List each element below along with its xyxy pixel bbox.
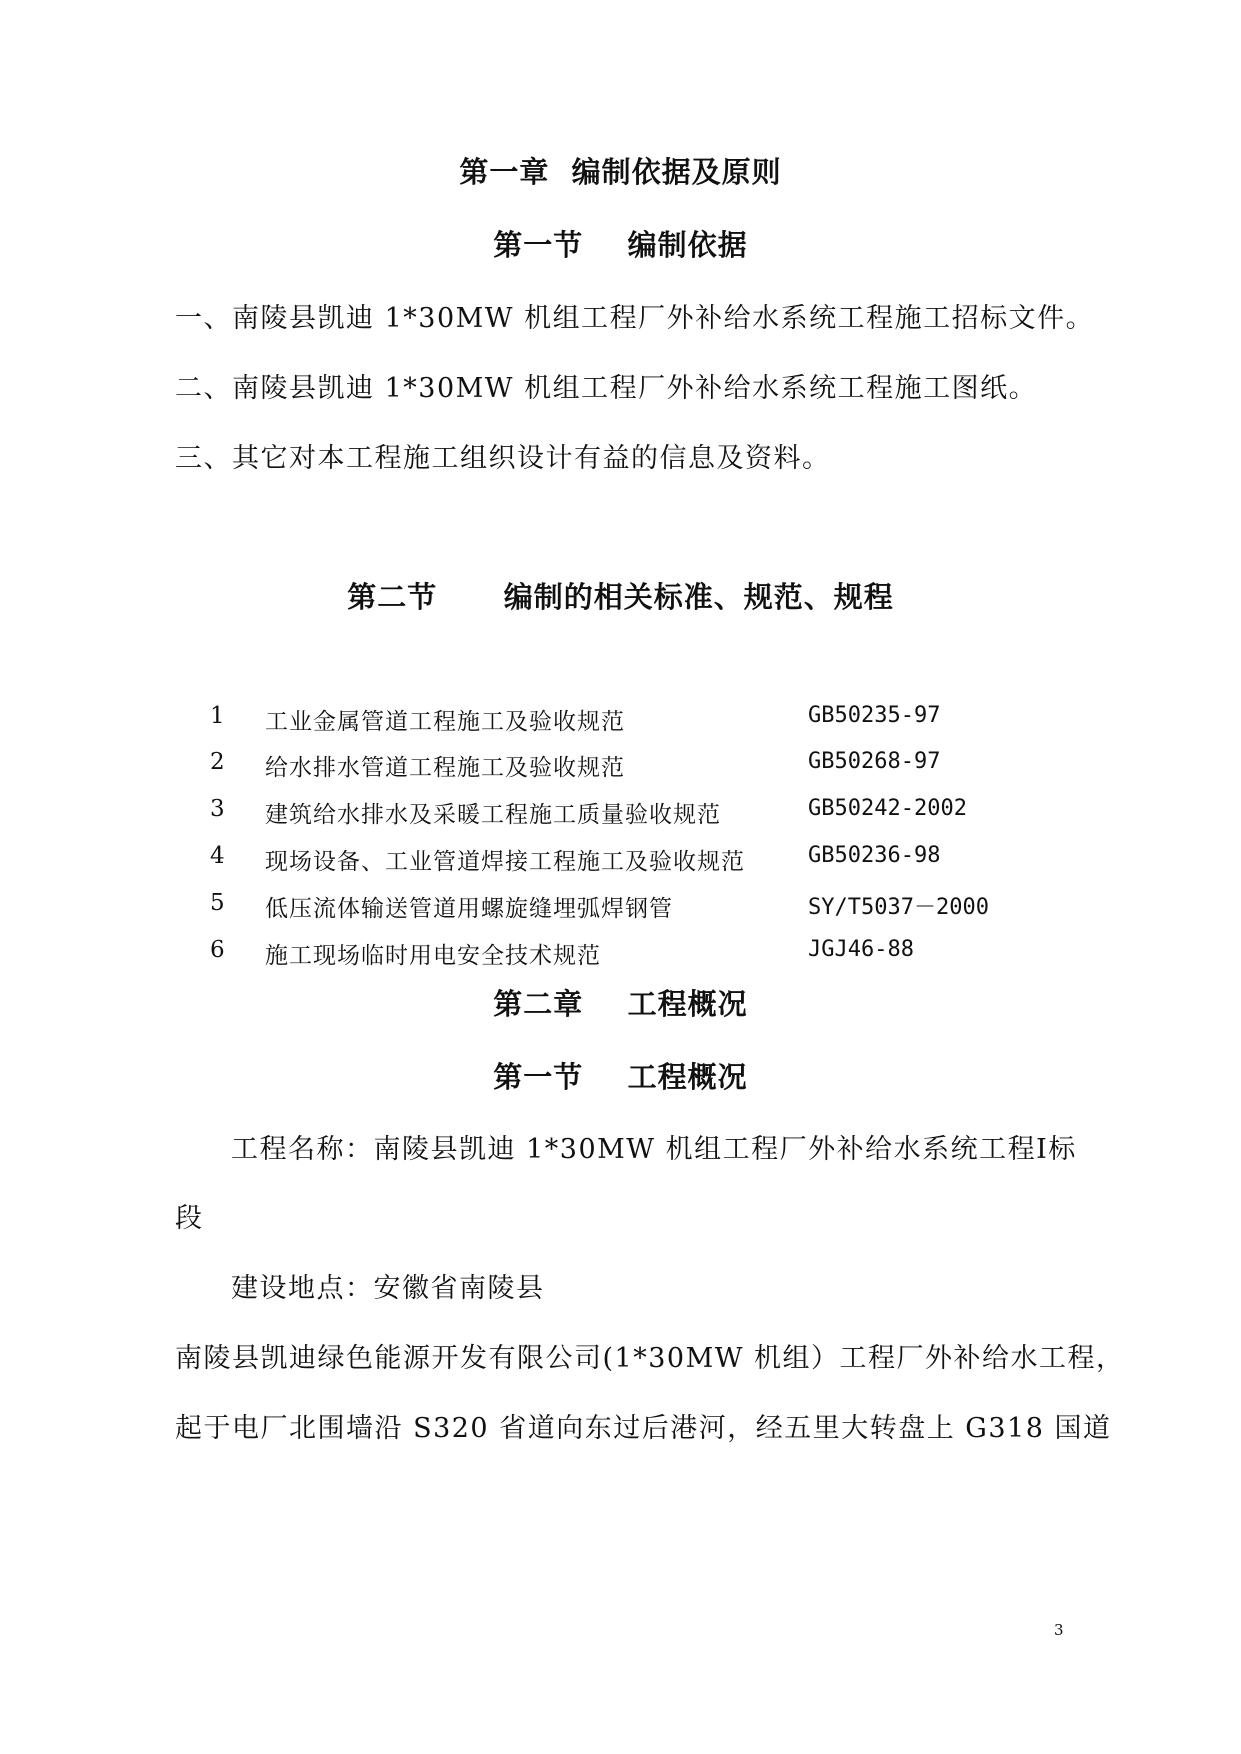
chapter-2-title: 第二章 工程概况 [493,987,748,1021]
standard-code: GB50242-2002 [808,796,967,821]
standard-number: 1 [210,703,225,729]
basis-item-3: 三、其它对本工程施工组织设计有益的信息及资料。 [175,443,831,474]
section-1-title: 第一节 编制依据 [493,228,748,262]
standard-row [0,937,1241,977]
basis-item-1: 一、南陵县凯迪 1*30MW 机组工程厂外补给水系统工程施工招标文件。 [175,303,1095,334]
standard-title: 施工现场临时用电安全技术规范 [265,943,601,969]
standard-title: 现场设备、工业管道焊接工程施工及验收规范 [265,849,745,875]
standard-code: JGJ46-88 [808,937,914,962]
standard-code: GB50268-97 [808,749,941,774]
standard-number: 5 [210,890,225,916]
project-name-line-2: 段 [175,1203,204,1234]
standard-number: 2 [210,749,225,775]
project-description-line-2: 起于电厂北围墙沿 S320 省道向东过后港河，经五里大转盘上 G318 国道 [175,1413,1112,1444]
standard-number: 6 [210,937,225,963]
standard-title: 工业金属管道工程施工及验收规范 [265,709,625,735]
construction-location: 建设地点：安徽省南陵县 [231,1273,545,1304]
standard-title: 给水排水管道工程施工及验收规范 [265,755,625,781]
standard-title: 建筑给水排水及采暖工程施工质量验收规范 [265,802,721,828]
standard-row [0,796,1241,836]
standard-row [0,749,1241,789]
section-2-title: 第二节 编制的相关标准、规范、规程 [347,580,894,614]
basis-item-2: 二、南陵县凯迪 1*30MW 机组工程厂外补给水系统工程施工图纸。 [175,373,1038,404]
standard-code: GB50235-97 [808,703,941,728]
page-number: 3 [1054,1621,1064,1639]
chapter-2-section-1-title: 第一节 工程概况 [493,1060,748,1094]
standard-row [0,703,1241,743]
chapter-1-title: 第一章 编制依据及原则 [459,155,782,189]
standard-title: 低压流体输送管道用螺旋缝埋弧焊钢管 [265,896,673,922]
project-description-line-1: 南陵县凯迪绿色能源开发有限公司(1*30MW 机组）工程厂外补给水工程， [175,1343,1125,1374]
standard-code: SY/T5037－2000 [808,895,989,920]
standard-row [0,843,1241,883]
project-name-line-1: 工程名称：南陵县凯迪 1*30MW 机组工程厂外补给水系统工程Ⅰ标 [231,1134,1077,1165]
standard-row [0,890,1241,930]
standard-number: 4 [210,843,225,869]
standard-code: GB50236-98 [808,843,941,868]
standard-number: 3 [210,796,225,822]
